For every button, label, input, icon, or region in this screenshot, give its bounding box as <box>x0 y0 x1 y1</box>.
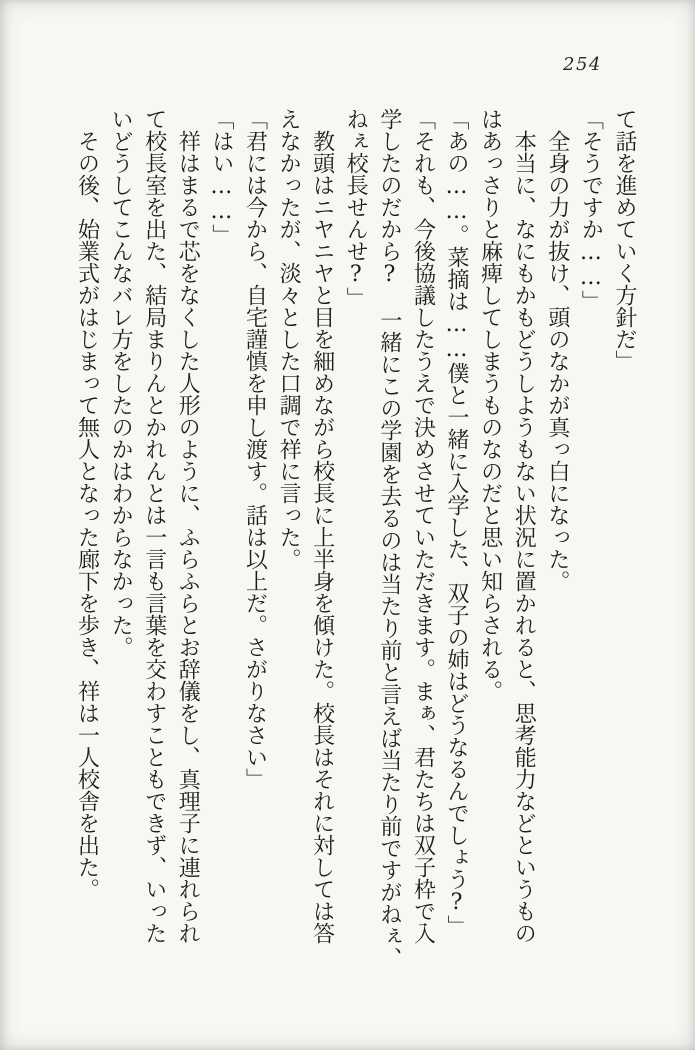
text-line: 「それも、今後協議したうえで決めさせていただきます。まぁ、君たちは双子枠で入 <box>410 108 436 944</box>
text-line: 全身の力が抜け、頭のなかが真っ白になった。 <box>544 108 570 592</box>
text-line: えなかったが、淡々とした口調で祥に言った。 <box>276 108 302 570</box>
text-line: はあっさりと麻痺してしまうものなのだと思い知らされる。 <box>477 108 503 702</box>
page-number: 254 <box>563 54 602 75</box>
text-line: 「君には今から、自宅謹慎を申し渡す。話は以上だ。さがりなさい」 <box>242 108 268 790</box>
text-line: 本当に、なにもかもどうしようもない状況に置かれると、思考能力などというもの <box>511 108 537 944</box>
text-line: 教頭はニヤニヤと目を細めながら校長に上半身を傾けた。校長はそれに対しては答 <box>309 108 335 944</box>
text-line: 学したのだから? 一緒にこの学園を去るのは当たり前と言えば当たり前ですがねぇ、 <box>376 108 402 969</box>
text-line: 祥はまるで芯をなくした人形のように、ふらふらとお辞儀をし、真理子に連れられ <box>175 108 201 944</box>
text-line: 「はい……」 <box>208 108 234 246</box>
text-line: ねぇ校長せんせ?」 <box>343 108 369 309</box>
text-line: て話を進めていく方針だ」 <box>612 108 637 372</box>
vertical-text-block <box>70 108 641 969</box>
text-line: 「そうですか……」 <box>578 108 604 312</box>
text-line: て校長室を出た、結局まりんとかれんとは一言も言葉を交わすこともできず、いった <box>141 108 167 944</box>
text-line: いどうしてこんなバレ方をしたのかはわからなかった。 <box>108 108 134 658</box>
text-line: その後、始業式がはじまって無人となった廊下を歩き、祥は一人校舎を出た。 <box>74 108 100 900</box>
text-line: 「あの……。菜摘は……僕と一緒に入学した、双子の姉はどうなるんでしょう?」 <box>444 108 470 937</box>
